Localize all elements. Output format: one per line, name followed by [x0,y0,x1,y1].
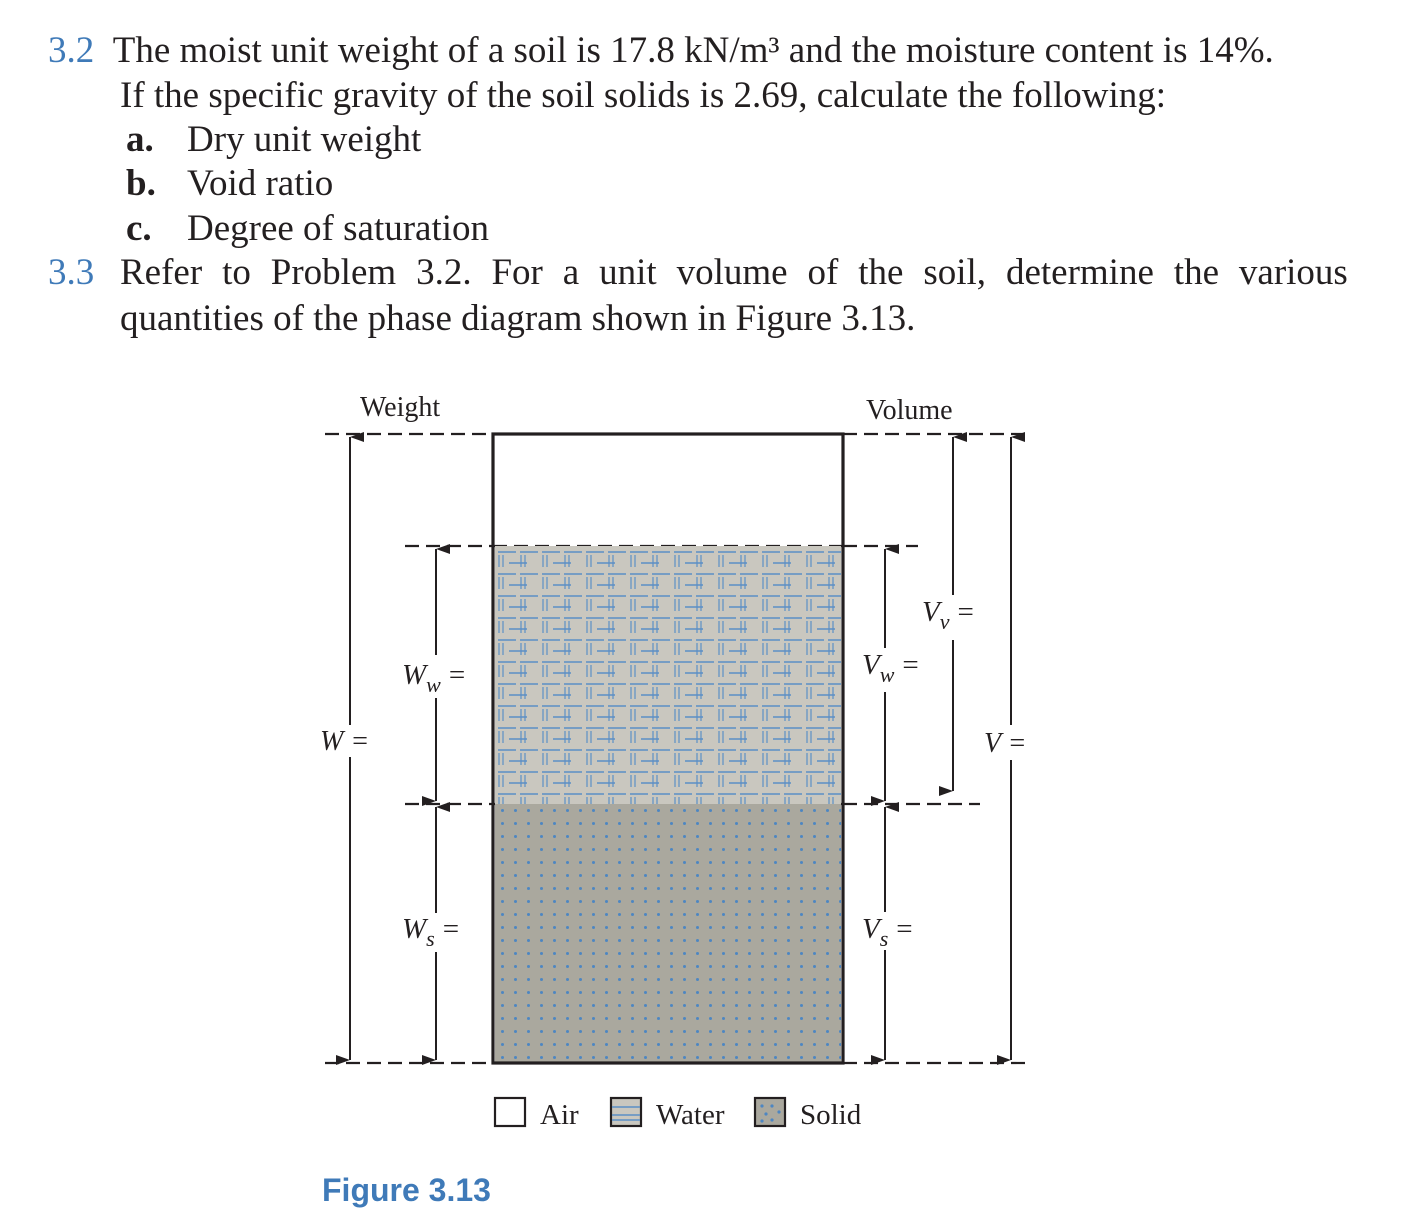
item-text: Degree of saturation [187,208,490,249]
problem-number: 3.3 [48,252,95,293]
item-text: Dry unit weight [187,119,422,160]
legend-air-label: Air [540,1099,579,1131]
label-V: V = [984,728,1027,759]
legend-solid-label: Solid [800,1099,862,1131]
volume-header: Volume [866,395,953,426]
item-label: a. [126,119,154,160]
problem-number: 3.2 [48,30,95,71]
label-Vs: $V_s$ = [862,913,913,951]
label-W: W = [320,726,370,757]
word: 3.2. [416,252,472,293]
legend-solid-swatch [755,1098,785,1126]
word: Problem [270,252,397,293]
word: Refer [120,252,203,293]
problem-3-2-line-2: If the specific gravity of the soil solids is 2.69, calculate the following: [120,75,1167,116]
word: various [1238,252,1348,293]
word: of [807,252,839,293]
word: to [222,252,251,293]
word: the [1173,252,1219,293]
weight-header: Weight [360,392,441,423]
label-Ws: $W_s$ = [402,913,460,951]
word: volume [676,252,788,293]
item-label: b. [126,163,156,204]
word: a [562,252,580,293]
legend-water-swatch [611,1098,641,1126]
word: determine [1005,252,1154,293]
water-phase [495,546,841,804]
word: For [491,252,543,293]
solid-phase [495,804,841,1063]
word: unit [599,252,657,293]
label-Vw: $V_w$ = [862,649,919,687]
figure-caption: Figure 3.13 [322,1172,491,1208]
word: soil, [923,252,987,293]
problem-3-3-line-2: quantities of the phase diagram shown in Figure 3.13. [120,298,916,339]
label-Ww: $W_w$ = [402,659,466,697]
legend-water-label: Water [656,1099,725,1131]
word: the [858,252,904,293]
legend-air-swatch [495,1098,525,1126]
label-Vv: $V_v$ = [922,596,974,634]
legend [495,1098,862,1131]
problem-text: The moist unit weight of a soil is 17.8 kN/m³ and the moisture content is 14%. [112,30,1274,71]
item-text: Void ratio [187,163,334,204]
item-label: c. [126,208,152,249]
